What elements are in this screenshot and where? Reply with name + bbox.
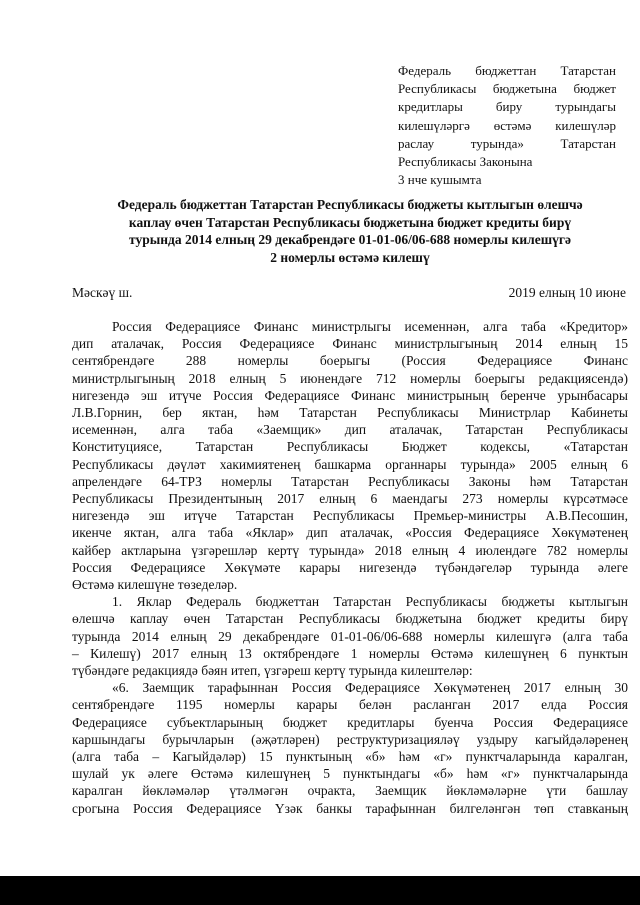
annex-line: раслау турында» Татарстан <box>398 135 616 151</box>
annex-line: 3 нче кушымта <box>398 172 482 188</box>
body-line: Россия Федерациясе Хөкүмәте карары нигезендә түбәндәгеләр турында әлеге <box>72 559 628 575</box>
body-line: (алга таба – Кагыйдәләр) 15 пунктының «б» һәм «г» пунктчаларында каралган, <box>72 749 628 765</box>
title-line: 2 номерлы өстәмә килешү <box>270 249 430 265</box>
body-line: «6. Заемщик тарафыннан Россия Федерациясе Хөкүмәтенең 2017 елның 30 <box>112 680 628 696</box>
annex-line: Республикасы Законына <box>398 154 533 170</box>
annex-line: кредитлары биру турындагы <box>398 99 616 115</box>
body-line: Өстәмә килешүне төзеделәр. <box>72 577 238 593</box>
body-line: каралган йөкләмәләр үтәлмәгән очракта, Заемщик йөкләмәләрне үти башлау <box>72 783 628 799</box>
body-line: турында 2014 елның 29 декабрендәге 01-01-06/06-688 номерлы килешүгә (алга таба <box>72 628 628 644</box>
body-line: шулай ук әлеге Өстәмә килешүнең 5 пунктындагы «б» һәм «г» пунктчаларында <box>72 766 628 782</box>
body-line: исеменнән, алга таба «Заемщик» дип аталачак, Татарстан Республикасы <box>72 422 628 438</box>
body-line: Республикасы Президентының 2017 елның 6 маендагы 273 номерлы күрсәтмәсе <box>72 491 628 507</box>
title-line: Федераль бюджеттан Татарстан Республикасы бюджеты кытлыгын өлешчә <box>117 197 583 212</box>
body-line: апрелендәге 64-ТРЗ номерлы Татарстан Республикасы Законы һәм Татарстан <box>72 473 628 489</box>
body-line: министрлыгының 2018 елның 5 июнендәге 712 номерлы боерыгы редакциясендә) <box>72 370 628 386</box>
bottom-scan-border <box>0 876 640 905</box>
body-line: – Килешү) 2017 елның 13 октябрендәге 1 номерлы Өстәмә килешүнең 6 пунктын <box>72 645 628 661</box>
document-title <box>72 196 628 266</box>
body-line: дип аталачак, Россия Федерациясе Финанс министрлыгының 2014 елның 15 <box>72 336 628 352</box>
body-line: түбәндәге редакциядә бәян итеп, үзгәреш кертү турында килештеләр: <box>72 663 473 679</box>
annex-line: Республикасы бюджетына бюджет <box>398 81 616 97</box>
body-line: өлешчә каплау өчен Татарстан Республикасы бюджетына бюджет кредиты бирү <box>72 611 628 627</box>
body-line: Конституциясе, Татарстан Республикасы Бюджет кодексы, «Татарстан <box>72 439 628 455</box>
title-line: каплау өчен Татарстан Республикасы бюджетына бюджет кредиты бирү <box>128 214 572 230</box>
place-of-signing: Мәскәү ш. <box>72 285 133 300</box>
title-line: турында 2014 елның 29 декабрендәге 01-01-06/06-688 номерлы килешүгә <box>129 232 571 248</box>
body-line: сентябрендәге 288 номерлы боерыгы (Россия Федерациясе Финанс <box>72 353 628 369</box>
body-line: 1. Яклар Федераль бюджеттан Татарстан Республикасы бюджеты кытлыгын <box>112 594 628 610</box>
annex-line: Федераль бюджеттан Татарстан <box>398 63 616 78</box>
annex-header <box>398 62 616 189</box>
annex-line: килешүләргә өстәмә килешүләр <box>398 117 616 133</box>
body-line: срогына Россия Федерациясе Үзәк банкы тарафыннан билгеләнгән төп ставканың <box>72 800 628 816</box>
body-line: кайбер актларына үзгәрешләр кертү турында» 2018 елның 4 июлендәге 782 номерлы <box>72 542 628 558</box>
body-line: нигезендә эш итүче Татарстан Республикасы Премьер-министры А.В.Песошин, <box>72 508 628 524</box>
signing-date: 2019 елның 10 июне <box>508 285 626 300</box>
body-line: икенче яктан, алга таба «Яклар» дип аталачак, «Россия Федерациясе Хөкүмәтенең <box>72 525 628 541</box>
body-line: Россия Федерациясе Финанс министрлыгы исеменнән, алга таба «Кредитор» <box>112 319 628 334</box>
body-line: Федерациясе субъектларының бюджет кредитлары буенча Россия Федерациясе <box>72 714 628 730</box>
document-body <box>72 318 628 817</box>
body-line: сентябрендәге 1195 номерлы карары белән расланган 2017 елда Россия <box>72 697 628 713</box>
body-line: Л.В.Горнин, бер яктан, һәм Татарстан Республикасы Министрлар Кабинеты <box>72 405 628 421</box>
body-line: нигезендә эш итүче Россия Федерациясе Финанс министрының беренче урынбасары <box>72 387 628 403</box>
body-line: Республикасы дәүләт хакимиятенең башкарма органнары турында» 2005 елның 6 <box>72 456 628 472</box>
body-line: каршындагы бурычларын (әҗәтләрен) реструктуризацияләү уздыру кагыйдәләренең <box>72 731 628 747</box>
